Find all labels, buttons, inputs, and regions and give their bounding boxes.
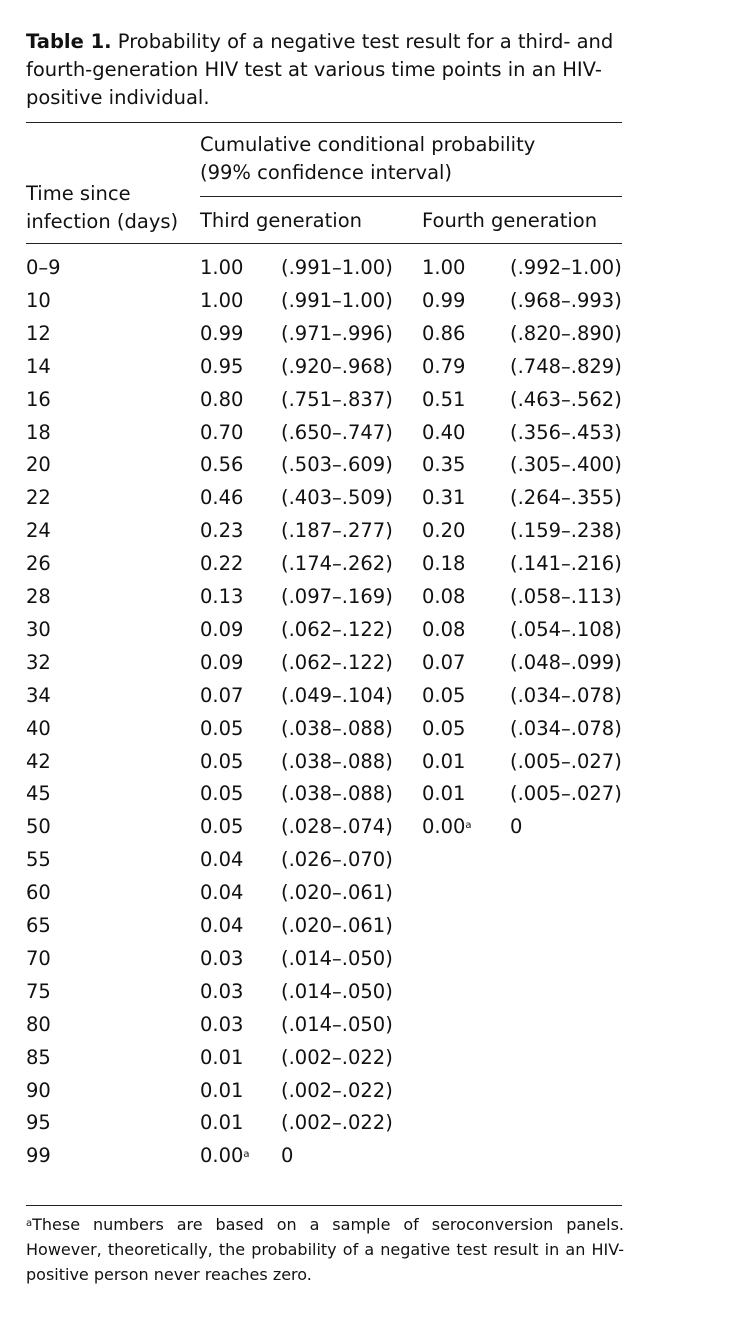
third-probability-cell-value: 0.22 bbox=[200, 552, 244, 575]
fourth-ci-cell-value: 0 bbox=[510, 815, 523, 838]
third-probability-cell bbox=[200, 1109, 243, 1137]
third-ci-cell bbox=[281, 1142, 293, 1170]
third-probability-cell bbox=[200, 682, 243, 710]
fourth-ci-cell bbox=[510, 649, 622, 677]
third-ci-cell bbox=[281, 287, 393, 315]
fourth-ci-cell bbox=[510, 419, 622, 447]
header-cumulative-probability: Cumulative conditional probability (99% confidence interval) bbox=[200, 133, 536, 184]
footnote-marker: a bbox=[26, 1218, 33, 1229]
fourth-ci-cell-value: (.264–.355) bbox=[510, 486, 622, 509]
third-probability-cell bbox=[200, 254, 243, 282]
third-ci-cell-value: (.187–.277) bbox=[281, 519, 393, 542]
fourth-ci-cell bbox=[510, 386, 622, 414]
fourth-ci-cell bbox=[510, 780, 622, 808]
third-probability-cell bbox=[200, 1011, 243, 1039]
third-ci-cell bbox=[281, 320, 393, 348]
fourth-probability-cell-value: 0.18 bbox=[422, 552, 466, 575]
time-cell bbox=[26, 682, 51, 710]
third-ci-cell bbox=[281, 550, 393, 578]
third-probability-cell bbox=[200, 649, 243, 677]
fourth-ci-cell bbox=[510, 550, 622, 578]
third-probability-cell bbox=[200, 748, 243, 776]
third-ci-cell bbox=[281, 616, 393, 644]
third-probability-cell-value: 0.01 bbox=[200, 1079, 244, 1102]
third-probability-cell-value: 0.03 bbox=[200, 1013, 244, 1036]
fourth-probability-cell-value: 0.08 bbox=[422, 585, 466, 608]
fourth-probability-cell bbox=[422, 254, 465, 282]
fourth-ci-cell bbox=[510, 813, 522, 841]
fourth-ci-cell bbox=[510, 715, 622, 743]
time-cell bbox=[26, 649, 51, 677]
third-ci-cell bbox=[281, 1011, 393, 1039]
third-probability-cell-value: 0.01 bbox=[200, 1046, 244, 1069]
fourth-ci-cell-value: (.054–.108) bbox=[510, 618, 622, 641]
third-probability-cell-value: 1.00 bbox=[200, 256, 244, 279]
fourth-ci-cell bbox=[510, 682, 622, 710]
third-probability-cell-value: 0.05 bbox=[200, 717, 244, 740]
third-probability-cell-value: 0.03 bbox=[200, 980, 244, 1003]
time-cell bbox=[26, 517, 51, 545]
footnote-ref: a bbox=[465, 820, 472, 831]
third-ci-cell bbox=[281, 517, 393, 545]
third-probability-cell bbox=[200, 780, 243, 808]
time-cell-value: 90 bbox=[26, 1079, 51, 1102]
time-cell bbox=[26, 846, 51, 874]
time-cell-value: 24 bbox=[26, 519, 51, 542]
third-probability-cell-value: 0.05 bbox=[200, 815, 244, 838]
fourth-ci-cell bbox=[510, 287, 622, 315]
third-ci-cell-value: (.991–1.00) bbox=[281, 256, 393, 279]
fourth-probability-cell-value: 0.51 bbox=[422, 388, 466, 411]
fourth-ci-cell bbox=[510, 517, 622, 545]
fourth-ci-cell-value: (.034–.078) bbox=[510, 684, 622, 707]
time-cell bbox=[26, 287, 51, 315]
fourth-probability-cell bbox=[422, 287, 465, 315]
fourth-probability-cell bbox=[422, 583, 465, 611]
fourth-ci-cell-value: (.048–.099) bbox=[510, 651, 622, 674]
footnote-text: These numbers are based on a sample of seroconversion panels. However, theoretically, the probability of a negative test result in an HIV-positive person never reaches zero. bbox=[26, 1215, 624, 1284]
third-ci-cell bbox=[281, 748, 393, 776]
time-cell-value: 20 bbox=[26, 453, 51, 476]
time-cell-value: 55 bbox=[26, 848, 51, 871]
time-cell bbox=[26, 254, 61, 282]
third-ci-cell-value: (.020–.061) bbox=[281, 881, 393, 904]
time-cell bbox=[26, 386, 51, 414]
time-cell-value: 99 bbox=[26, 1144, 51, 1167]
fourth-ci-cell bbox=[510, 616, 622, 644]
time-cell bbox=[26, 583, 51, 611]
header-rule bbox=[26, 243, 622, 244]
third-ci-cell bbox=[281, 682, 393, 710]
third-ci-cell-value: (.002–.022) bbox=[281, 1111, 393, 1134]
bottom-rule bbox=[26, 1205, 622, 1206]
time-cell-value: 22 bbox=[26, 486, 51, 509]
third-probability-cell bbox=[200, 1077, 243, 1105]
table-footnote bbox=[26, 1212, 624, 1287]
third-ci-cell bbox=[281, 649, 393, 677]
third-ci-cell bbox=[281, 945, 393, 973]
third-probability-cell bbox=[200, 879, 243, 907]
fourth-ci-cell-value: (.005–.027) bbox=[510, 782, 622, 805]
fourth-ci-cell bbox=[510, 583, 622, 611]
third-probability-cell bbox=[200, 550, 243, 578]
fourth-probability-cell-value: 0.05 bbox=[422, 684, 466, 707]
fourth-probability-cell bbox=[422, 353, 465, 381]
third-ci-cell-value: (.026–.070) bbox=[281, 848, 393, 871]
time-cell-value: 28 bbox=[26, 585, 51, 608]
fourth-probability-cell-value: 0.35 bbox=[422, 453, 466, 476]
third-ci-cell bbox=[281, 879, 393, 907]
third-ci-cell bbox=[281, 353, 393, 381]
fourth-ci-cell-value: (.356–.453) bbox=[510, 421, 622, 444]
third-probability-cell bbox=[200, 583, 243, 611]
time-cell-value: 50 bbox=[26, 815, 51, 838]
time-cell-value: 26 bbox=[26, 552, 51, 575]
time-cell-value: 12 bbox=[26, 322, 51, 345]
fourth-ci-cell-value: (.748–.829) bbox=[510, 355, 622, 378]
third-ci-cell-value: (.038–.088) bbox=[281, 717, 393, 740]
top-rule bbox=[26, 122, 622, 123]
fourth-ci-cell bbox=[510, 353, 622, 381]
time-cell bbox=[26, 1109, 51, 1137]
fourth-probability-cell-value: 0.05 bbox=[422, 717, 466, 740]
third-ci-cell-value: (.991–1.00) bbox=[281, 289, 393, 312]
third-probability-cell-value: 1.00 bbox=[200, 289, 244, 312]
fourth-probability-cell bbox=[422, 616, 465, 644]
fourth-probability-cell bbox=[422, 813, 472, 841]
time-cell-value: 42 bbox=[26, 750, 51, 773]
third-ci-cell-value: (.503–.609) bbox=[281, 453, 393, 476]
fourth-probability-cell-value: 0.01 bbox=[422, 782, 466, 805]
third-ci-cell bbox=[281, 1044, 393, 1072]
table-label: Table 1. bbox=[26, 30, 112, 53]
third-probability-cell-value: 0.04 bbox=[200, 881, 244, 904]
time-cell-value: 75 bbox=[26, 980, 51, 1003]
time-cell bbox=[26, 715, 51, 743]
third-probability-cell bbox=[200, 386, 243, 414]
fourth-ci-cell-value: (.968–.993) bbox=[510, 289, 622, 312]
third-ci-cell-value: (.971–.996) bbox=[281, 322, 393, 345]
time-cell-value: 80 bbox=[26, 1013, 51, 1036]
third-ci-cell bbox=[281, 715, 393, 743]
third-ci-cell-value: (.650–.747) bbox=[281, 421, 393, 444]
third-probability-cell-value: 0.04 bbox=[200, 848, 244, 871]
header-fourth-generation: Fourth generation bbox=[422, 209, 598, 232]
third-ci-cell-value: (.002–.022) bbox=[281, 1046, 393, 1069]
third-probability-cell bbox=[200, 287, 243, 315]
fourth-probability-cell bbox=[422, 419, 465, 447]
time-cell bbox=[26, 1077, 51, 1105]
third-ci-cell-value: (.174–.262) bbox=[281, 552, 393, 575]
time-cell-value: 14 bbox=[26, 355, 51, 378]
fourth-probability-cell bbox=[422, 715, 465, 743]
time-cell-value: 85 bbox=[26, 1046, 51, 1069]
time-cell-value: 32 bbox=[26, 651, 51, 674]
time-cell bbox=[26, 353, 51, 381]
fourth-probability-cell-value: 0.01 bbox=[422, 750, 466, 773]
third-probability-cell bbox=[200, 912, 243, 940]
third-ci-cell bbox=[281, 386, 393, 414]
fourth-ci-cell-value: (.034–.078) bbox=[510, 717, 622, 740]
third-ci-cell-value: (.751–.837) bbox=[281, 388, 393, 411]
third-ci-cell-value: (.020–.061) bbox=[281, 914, 393, 937]
third-probability-cell-value: 0.00 bbox=[200, 1144, 244, 1167]
time-cell bbox=[26, 879, 51, 907]
table-caption bbox=[26, 28, 621, 112]
fourth-probability-cell-value: 0.31 bbox=[422, 486, 466, 509]
third-probability-cell bbox=[200, 1142, 250, 1170]
fourth-probability-cell bbox=[422, 451, 465, 479]
header-third-generation: Third generation bbox=[200, 209, 362, 232]
fourth-probability-cell-value: 0.00 bbox=[422, 815, 466, 838]
third-probability-cell-value: 0.46 bbox=[200, 486, 244, 509]
time-cell bbox=[26, 320, 51, 348]
third-probability-cell-value: 0.03 bbox=[200, 947, 244, 970]
third-probability-cell bbox=[200, 517, 243, 545]
time-cell-value: 0–9 bbox=[26, 256, 61, 279]
time-cell bbox=[26, 419, 51, 447]
third-probability-cell bbox=[200, 1044, 243, 1072]
time-cell bbox=[26, 484, 51, 512]
group-rule bbox=[200, 196, 622, 197]
fourth-probability-cell bbox=[422, 386, 465, 414]
header-time-since-infection: Time since infection (days) bbox=[26, 182, 179, 233]
third-ci-cell-value: (.049–.104) bbox=[281, 684, 393, 707]
third-probability-cell bbox=[200, 945, 243, 973]
third-probability-cell-value: 0.07 bbox=[200, 684, 244, 707]
time-cell bbox=[26, 813, 51, 841]
third-ci-cell bbox=[281, 583, 393, 611]
third-probability-cell bbox=[200, 419, 243, 447]
fourth-probability-cell bbox=[422, 682, 465, 710]
third-ci-cell-value: (.028–.074) bbox=[281, 815, 393, 838]
third-ci-cell-value: (.403–.509) bbox=[281, 486, 393, 509]
third-ci-cell-value: (.097–.169) bbox=[281, 585, 393, 608]
third-ci-cell-value: 0 bbox=[281, 1144, 294, 1167]
fourth-ci-cell bbox=[510, 254, 622, 282]
time-cell-value: 16 bbox=[26, 388, 51, 411]
third-ci-cell bbox=[281, 484, 393, 512]
fourth-probability-cell-value: 0.86 bbox=[422, 322, 466, 345]
third-probability-cell bbox=[200, 846, 243, 874]
third-ci-cell bbox=[281, 912, 393, 940]
third-probability-cell bbox=[200, 451, 243, 479]
fourth-ci-cell bbox=[510, 451, 622, 479]
third-probability-cell-value: 0.95 bbox=[200, 355, 244, 378]
time-cell bbox=[26, 1044, 51, 1072]
third-ci-cell-value: (.920–.968) bbox=[281, 355, 393, 378]
third-probability-cell-value: 0.09 bbox=[200, 618, 244, 641]
third-probability-cell-value: 0.09 bbox=[200, 651, 244, 674]
third-probability-cell-value: 0.23 bbox=[200, 519, 244, 542]
fourth-probability-cell-value: 0.79 bbox=[422, 355, 466, 378]
time-cell-value: 95 bbox=[26, 1111, 51, 1134]
fourth-probability-cell bbox=[422, 649, 465, 677]
time-cell-value: 45 bbox=[26, 782, 51, 805]
fourth-ci-cell-value: (.058–.113) bbox=[510, 585, 622, 608]
third-probability-cell-value: 0.80 bbox=[200, 388, 244, 411]
third-ci-cell-value: (.062–.122) bbox=[281, 618, 393, 641]
fourth-ci-cell bbox=[510, 748, 622, 776]
fourth-probability-cell-value: 0.07 bbox=[422, 651, 466, 674]
third-ci-cell bbox=[281, 846, 393, 874]
time-cell-value: 40 bbox=[26, 717, 51, 740]
time-cell-value: 34 bbox=[26, 684, 51, 707]
time-cell-value: 30 bbox=[26, 618, 51, 641]
third-probability-cell-value: 0.99 bbox=[200, 322, 244, 345]
time-cell bbox=[26, 1142, 51, 1170]
fourth-probability-cell bbox=[422, 780, 465, 808]
third-ci-cell-value: (.002–.022) bbox=[281, 1079, 393, 1102]
caption-text: Probability of a negative test result for a third- and fourth-generation HIV test at various time points in an HIV-positive individual. bbox=[26, 30, 614, 109]
third-ci-cell bbox=[281, 419, 393, 447]
fourth-probability-cell bbox=[422, 517, 465, 545]
fourth-probability-cell-value: 0.99 bbox=[422, 289, 466, 312]
third-probability-cell bbox=[200, 484, 243, 512]
time-cell bbox=[26, 945, 51, 973]
third-ci-cell-value: (.014–.050) bbox=[281, 980, 393, 1003]
time-cell bbox=[26, 912, 51, 940]
third-ci-cell bbox=[281, 780, 393, 808]
third-ci-cell bbox=[281, 1077, 393, 1105]
third-probability-cell-value: 0.05 bbox=[200, 750, 244, 773]
time-cell-value: 18 bbox=[26, 421, 51, 444]
third-ci-cell-value: (.014–.050) bbox=[281, 1013, 393, 1036]
fourth-probability-cell-value: 1.00 bbox=[422, 256, 466, 279]
time-cell-value: 70 bbox=[26, 947, 51, 970]
fourth-ci-cell-value: (.159–.238) bbox=[510, 519, 622, 542]
third-probability-cell bbox=[200, 353, 243, 381]
fourth-ci-cell bbox=[510, 484, 622, 512]
third-ci-cell bbox=[281, 813, 393, 841]
third-ci-cell-value: (.038–.088) bbox=[281, 782, 393, 805]
time-cell bbox=[26, 978, 51, 1006]
third-ci-cell bbox=[281, 254, 393, 282]
time-cell bbox=[26, 550, 51, 578]
fourth-probability-cell bbox=[422, 748, 465, 776]
third-probability-cell bbox=[200, 813, 243, 841]
fourth-ci-cell-value: (.141–.216) bbox=[510, 552, 622, 575]
time-cell-value: 10 bbox=[26, 289, 51, 312]
fourth-ci-cell bbox=[510, 320, 622, 348]
third-probability-cell-value: 0.70 bbox=[200, 421, 244, 444]
fourth-probability-cell-value: 0.40 bbox=[422, 421, 466, 444]
third-ci-cell bbox=[281, 978, 393, 1006]
fourth-probability-cell-value: 0.08 bbox=[422, 618, 466, 641]
time-cell-value: 65 bbox=[26, 914, 51, 937]
third-probability-cell-value: 0.13 bbox=[200, 585, 244, 608]
fourth-ci-cell-value: (.463–.562) bbox=[510, 388, 622, 411]
footnote-ref: a bbox=[243, 1149, 250, 1160]
fourth-ci-cell-value: (.305–.400) bbox=[510, 453, 622, 476]
fourth-ci-cell-value: (.820–.890) bbox=[510, 322, 622, 345]
third-probability-cell bbox=[200, 320, 243, 348]
fourth-probability-cell-value: 0.20 bbox=[422, 519, 466, 542]
fourth-probability-cell bbox=[422, 550, 465, 578]
fourth-probability-cell bbox=[422, 484, 465, 512]
third-probability-cell bbox=[200, 978, 243, 1006]
third-probability-cell-value: 0.05 bbox=[200, 782, 244, 805]
third-ci-cell bbox=[281, 1109, 393, 1137]
time-cell bbox=[26, 780, 51, 808]
fourth-probability-cell bbox=[422, 320, 465, 348]
third-probability-cell bbox=[200, 715, 243, 743]
third-probability-cell-value: 0.04 bbox=[200, 914, 244, 937]
time-cell-value: 60 bbox=[26, 881, 51, 904]
third-probability-cell-value: 0.56 bbox=[200, 453, 244, 476]
fourth-ci-cell-value: (.992–1.00) bbox=[510, 256, 622, 279]
time-cell bbox=[26, 451, 51, 479]
third-probability-cell bbox=[200, 616, 243, 644]
third-ci-cell-value: (.062–.122) bbox=[281, 651, 393, 674]
fourth-ci-cell-value: (.005–.027) bbox=[510, 750, 622, 773]
time-cell bbox=[26, 616, 51, 644]
third-probability-cell-value: 0.01 bbox=[200, 1111, 244, 1134]
third-ci-cell bbox=[281, 451, 393, 479]
third-ci-cell-value: (.014–.050) bbox=[281, 947, 393, 970]
third-ci-cell-value: (.038–.088) bbox=[281, 750, 393, 773]
time-cell bbox=[26, 1011, 51, 1039]
time-cell bbox=[26, 748, 51, 776]
